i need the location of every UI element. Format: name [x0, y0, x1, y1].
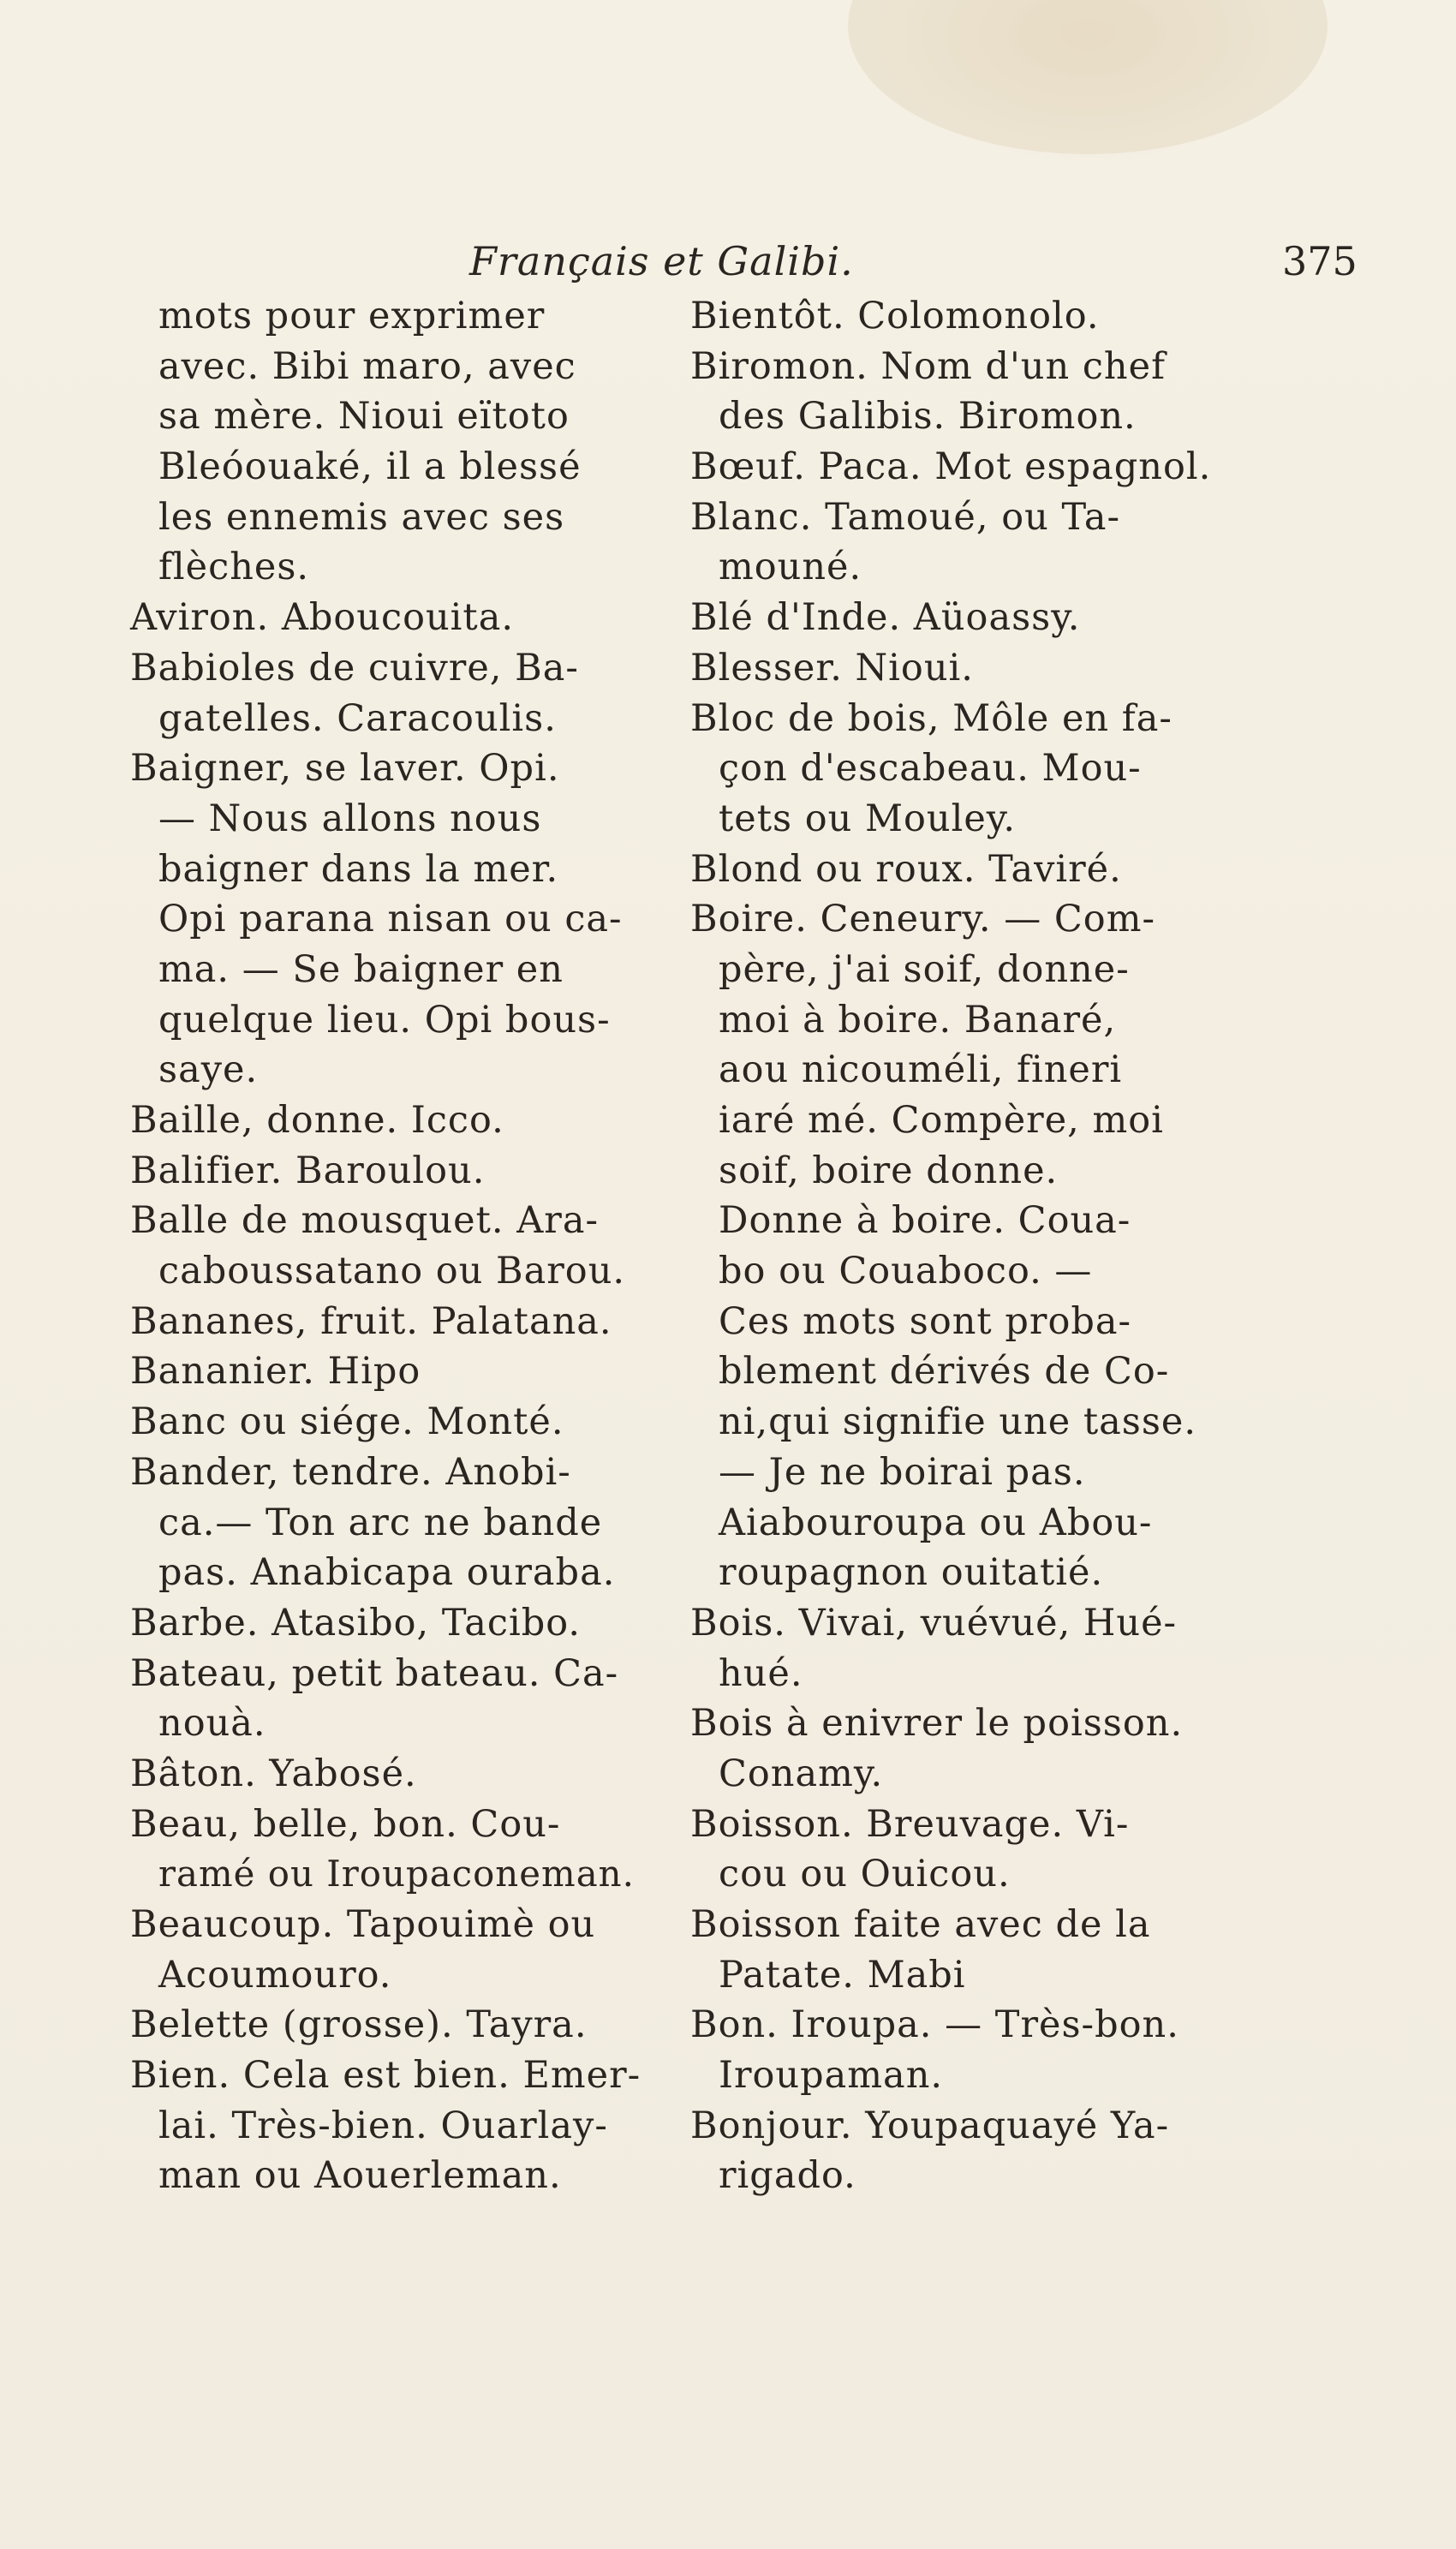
text-line: lai. Très-bien. Ouarlay-: [158, 2104, 608, 2147]
text-line: tets ou Mouley.: [719, 797, 1017, 840]
text-line: avec. Bibi maro, avec: [158, 344, 576, 388]
text-line: Boisson faite avec de la: [690, 1903, 1151, 1946]
text-line: Ces mots sont proba-: [719, 1299, 1132, 1343]
text-line: — Nous allons nous: [158, 797, 542, 840]
text-line: Balifier. Baroulou.: [130, 1149, 486, 1192]
text-line: Bleóouaké, il a blessé: [158, 445, 582, 489]
text-line: çon d'escabeau. Mou-: [719, 747, 1142, 791]
text-line: Acoumouro.: [158, 1953, 392, 1997]
paper-stain: [848, 0, 1328, 154]
text-line: iaré mé. Compère, moi: [719, 1099, 1164, 1142]
text-line: Biromon. Nom d'un chef: [690, 344, 1166, 388]
text-line: quelque lieu. Opi bous-: [158, 998, 611, 1042]
text-line: les ennemis avec ses: [158, 495, 565, 539]
text-line: Blanc. Tamoué, ou Ta-: [690, 495, 1120, 539]
text-line: baigner dans la mer.: [158, 847, 559, 891]
left-column: [130, 291, 644, 2201]
text-line: Aviron. Aboucouita.: [130, 596, 514, 640]
text-line: Beaucoup. Tapouimè ou: [130, 1903, 596, 1946]
text-line: Bon. Iroupa. — Très-bon.: [690, 2003, 1179, 2047]
text-line: moi à boire. Banaré,: [719, 998, 1117, 1042]
text-line: Bœuf. Paca. Mot espagnol.: [690, 445, 1212, 489]
text-line: Bois. Vivai, vuévué, Hué-: [690, 1601, 1178, 1645]
text-line: man ou Aouerleman.: [158, 2154, 562, 2198]
text-line: Bois à enivrer le poisson.: [690, 1702, 1184, 1746]
text-line: Patate. Mabi: [719, 1953, 966, 1997]
text-line: pas. Anabicapa ouraba.: [158, 1551, 616, 1595]
text-line: ma. — Se baigner en: [158, 947, 564, 991]
text-line: rigado.: [719, 2154, 856, 2198]
page-number: 375: [1282, 238, 1358, 284]
text-line: Iroupaman.: [719, 2054, 944, 2098]
text-line: Baigner, se laver. Opi.: [130, 747, 560, 791]
text-line: Blé d'Inde. Aüoassy.: [690, 596, 1081, 640]
text-line: Bonjour. Youpaquayé Ya-: [690, 2104, 1170, 2147]
text-line: — Je ne boirai pas.: [719, 1450, 1086, 1494]
text-line: roupagnon ouitatié.: [719, 1551, 1104, 1595]
running-title: Français et Galibi.: [469, 238, 854, 284]
text-line: Bâton. Yabosé.: [130, 1752, 417, 1795]
text-line: bo ou Couaboco. —: [719, 1250, 1093, 1293]
text-line: Blesser. Nioui.: [690, 646, 974, 689]
text-line: des Galibis. Biromon.: [719, 395, 1137, 439]
text-line: Beau, belle, bon. Cou-: [130, 1802, 561, 1846]
text-line: Aiabouroupa ou Abou-: [719, 1501, 1153, 1544]
text-line: sa mère. Nioui eïtoto: [158, 395, 570, 439]
text-line: Bananes, fruit. Palatana.: [130, 1299, 612, 1343]
text-line: blement dérivés de Co-: [719, 1350, 1170, 1394]
text-line: soif, boire donne.: [719, 1149, 1059, 1192]
text-line: mots pour exprimer: [158, 295, 546, 337]
text-line: Boisson. Breuvage. Vi-: [690, 1802, 1130, 1846]
text-line: cou ou Ouicou.: [719, 1853, 1011, 1896]
running-head: [0, 238, 1456, 290]
text-line: Boire. Ceneury. — Com-: [690, 898, 1155, 941]
text-line: Blond ou roux. Taviré.: [690, 847, 1122, 891]
text-line: Bien. Cela est bien. Emer-: [130, 2054, 641, 2098]
text-line: ca.— Ton arc ne bande: [158, 1501, 603, 1544]
text-line: Donne à boire. Coua-: [719, 1199, 1131, 1243]
text-line: mouné.: [719, 546, 862, 589]
text-line: Opi parana nisan ou ca-: [158, 898, 623, 941]
text-line: Babioles de cuivre, Ba-: [130, 646, 579, 689]
text-line: hué.: [719, 1651, 803, 1695]
text-line: Conamy.: [719, 1752, 884, 1795]
text-line: Bloc de bois, Môle en fa-: [690, 696, 1173, 740]
text-line: ramé ou Iroupaconeman.: [158, 1853, 635, 1895]
text-line: Bateau, petit bateau. Ca-: [130, 1651, 619, 1695]
text-line: nouà.: [158, 1702, 266, 1746]
text-line: Barbe. Atasibo, Tacibo.: [130, 1601, 582, 1645]
text-line: Baille, donne. Icco.: [130, 1099, 504, 1142]
text-line: Balle de mousquet. Ara-: [130, 1199, 599, 1243]
text-line: saye.: [158, 1048, 259, 1092]
text-line: Bananier. Hipo: [130, 1350, 421, 1394]
text-line: Bander, tendre. Anobi-: [130, 1450, 571, 1494]
text-line: Bientôt. Colomonolo.: [690, 295, 1100, 337]
text-line: gatelles. Caracoulis.: [158, 696, 557, 740]
text-line: Banc ou siége. Monté.: [130, 1400, 564, 1444]
text-line: aou nicouméli, fineri: [719, 1048, 1123, 1092]
text-line: Belette (grosse). Tayra.: [130, 2003, 588, 2047]
text-line: ni,qui signifie une tasse.: [719, 1400, 1196, 1444]
text-line: caboussatano ou Barou.: [158, 1250, 626, 1293]
right-column: [690, 291, 1213, 2201]
text-line: père, j'ai soif, donne-: [719, 947, 1130, 991]
text-line: flèches.: [158, 546, 310, 589]
